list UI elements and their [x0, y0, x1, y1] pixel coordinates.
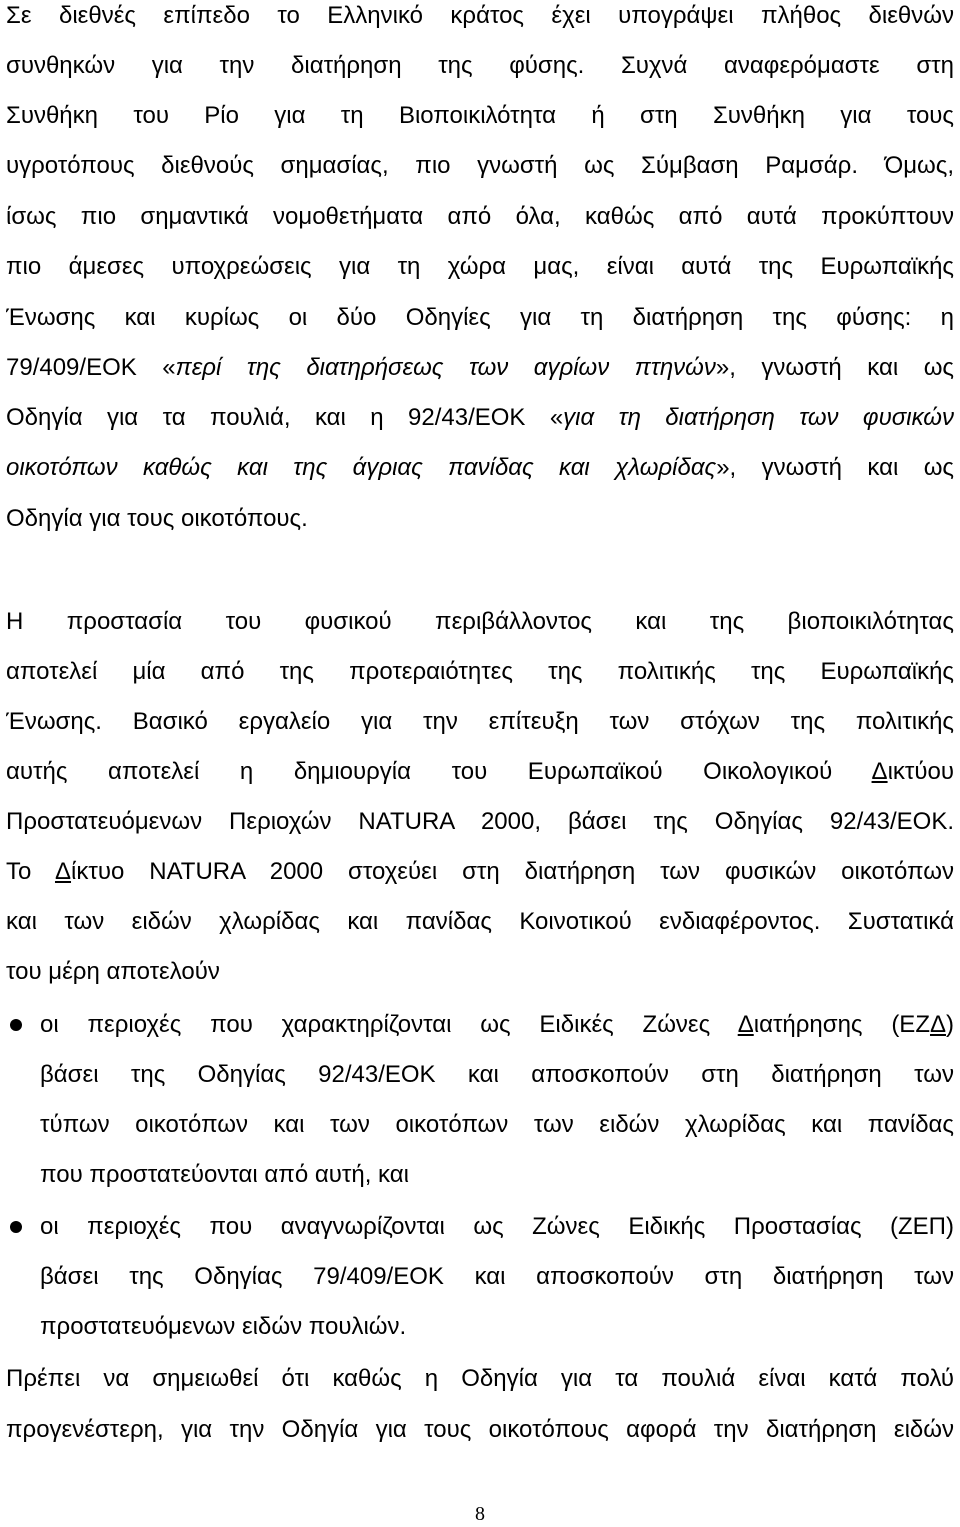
bullet-icon: [10, 1019, 22, 1031]
text-line: προστατευόμενων ειδών πουλιών.: [40, 1313, 407, 1340]
text-line: Ένωσης και κυρίως οι δύο Οδηγίες για τη διατήρηση της φύσης: η: [6, 304, 954, 331]
text-line: βάσει της Οδηγίας 92/43/ΕΟΚ και αποσκοπούν στη διατήρηση των: [40, 1061, 954, 1088]
text-line: και των ειδών χλωρίδας και πανίδας Κοινοτικού ενδιαφέροντος. Συστατικά: [6, 908, 954, 935]
directive-title-italic: οικοτόπων καθώς και της άγριας πανίδας και χλωρίδας: [6, 454, 717, 481]
bullet-icon: [10, 1221, 22, 1233]
text-line: Η προστασία του φυσικού περιβάλλοντος και της βιοποικιλότητας: [6, 608, 954, 635]
delta-glyph: Δ: [929, 1011, 947, 1038]
text-line: [6, 453, 954, 483]
delta-glyph: Δ: [871, 758, 888, 785]
directive-title-italic: περί της διατηρήσεως των αγρίων πτηνών: [175, 354, 716, 381]
text-line: του μέρη αποτελούν: [6, 958, 220, 985]
text-line: [6, 353, 954, 383]
page-number: 8: [475, 1503, 485, 1525]
text-line: Ένωσης. Βασικό εργαλείο για την επίτευξη των στόχων της πολιτικής: [6, 708, 954, 735]
text-line: οι περιοχές που χαρακτηρίζονται ως Ειδικές Ζώνες Διατήρησης (ΕΖΔ): [40, 1011, 954, 1038]
text-line: που προστατεύονται από αυτή, και: [40, 1161, 409, 1188]
text-segment: », γνωστή και ως: [715, 354, 954, 381]
text-line: αυτής αποτελεί η δημιουργία του Ευρωπαϊκού Οικολογικού Δικτύου: [6, 758, 954, 785]
text-segment: », γνωστή και ως: [716, 454, 954, 481]
text-segment: Οδηγία για τα πουλιά, και η 92/43/ΕΟΚ «: [6, 404, 564, 431]
text-line: βάσει της Οδηγίας 79/409/ΕΟΚ και αποσκοπούν στη διατήρηση των: [40, 1263, 954, 1290]
text-line: ίσως πιο σημαντικά νομοθετήματα από όλα, καθώς από αυτά προκύπτουν: [6, 203, 954, 230]
text-line: [6, 403, 954, 433]
text-line: Συνθήκη του Ρίο για τη Βιοποικιλότητα ή στη Συνθήκη για τους: [6, 102, 954, 129]
text-line: Το Δίκτυο NATURA 2000 στοχεύει στη διατήρηση των φυσικών οικοτόπων: [6, 858, 954, 885]
text-line: Πρέπει να σημειωθεί ότι καθώς η Οδηγία για τα πουλιά είναι κατά πολύ: [6, 1365, 954, 1392]
delta-glyph: Δ: [737, 1011, 754, 1038]
text-line: προγενέστερη, για την Οδηγία για τους οικοτόπους αφορά την διατήρηση ειδών: [6, 1416, 954, 1443]
text-line: οι περιοχές που αναγνωρίζονται ως Ζώνες Ειδικής Προστασίας (ΖΕΠ): [40, 1213, 954, 1240]
text-line: Οδηγία για τους οικοτόπους.: [6, 505, 308, 532]
delta-glyph: Δ: [54, 858, 72, 885]
text-line: πιο άμεσες υποχρεώσεις για τη χώρα μας, είναι αυτά της Ευρωπαϊκής: [6, 253, 954, 280]
text-line: τύπων οικοτόπων και των οικοτόπων των ειδών χλωρίδας και πανίδας: [40, 1111, 954, 1138]
text-line: συνθηκών για την διατήρηση της φύσης. Συχνά αναφερόμαστε στη: [6, 52, 954, 79]
directive-title-italic: για τη διατήρηση των φυσικών: [563, 404, 954, 431]
text-line: Σε διεθνές επίπεδο το Ελληνικό κράτος έχει υπογράψει πλήθος διεθνών: [6, 2, 954, 29]
text-segment: 79/409/ΕΟΚ «: [6, 354, 176, 381]
text-line: υγροτόπους διεθνούς σημασίας, πιο γνωστή ως Σύμβαση Ραμσάρ. Όμως,: [6, 152, 954, 179]
text-line: αποτελεί μία από της προτεραιότητες της πολιτικής της Ευρωπαϊκής: [6, 658, 954, 685]
text-line: Προστατευόμενων Περιοχών NATURA 2000, βάσει της Οδηγίας 92/43/ΕΟΚ.: [6, 808, 954, 835]
